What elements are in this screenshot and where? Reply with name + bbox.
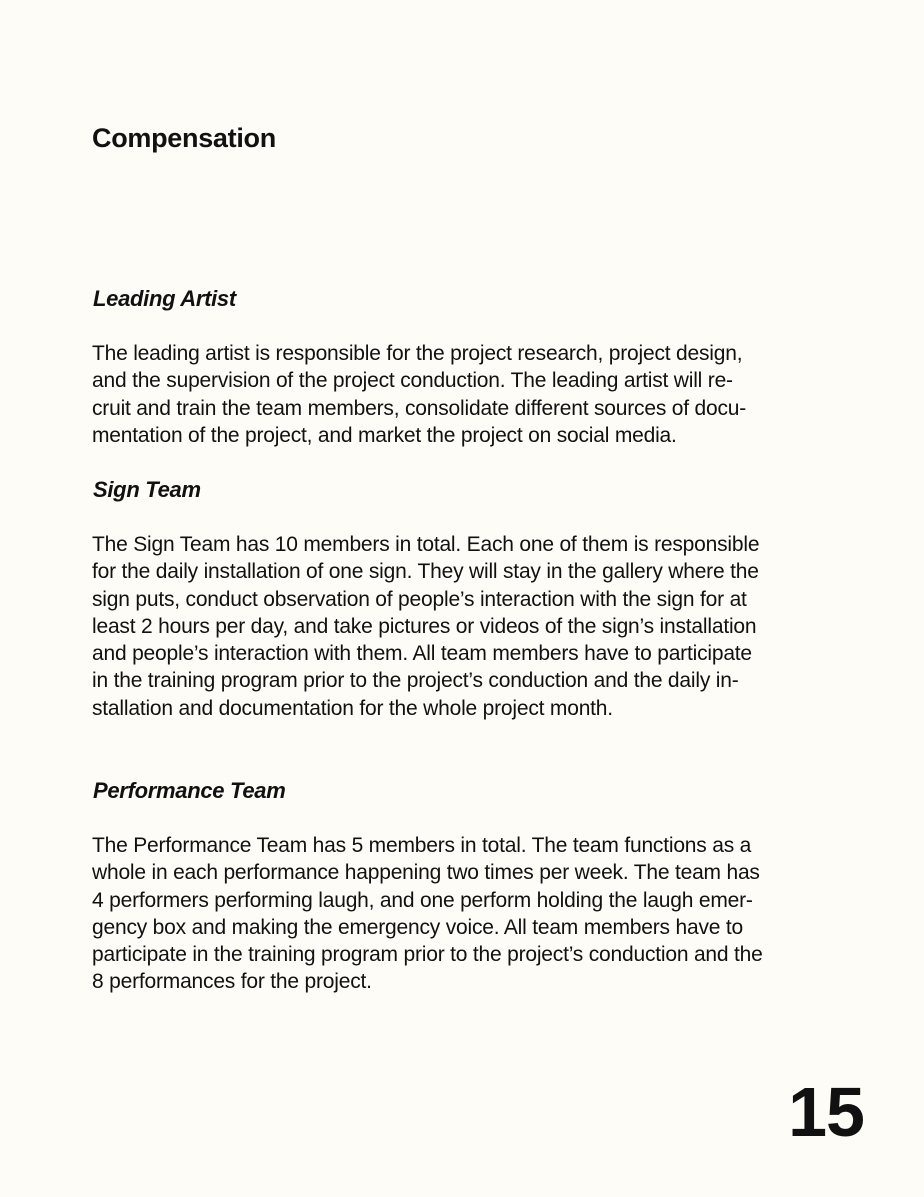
section-body-leading-artist: The leading artist is responsible for the project research, project design, and the supervision of the project conduction. The leading artist will re- cruit and train the team members, consolidate different sources of docu- mentation of the project, and market the project on social media. (92, 342, 747, 447)
section-heading-performance-team: Performance Team (93, 778, 286, 803)
section-heading-leading-artist: Leading Artist (93, 286, 236, 311)
page-number: 15 (788, 1073, 864, 1151)
section-body-sign-team: The Sign Team has 10 members in total. Each one of them is responsible for the daily installation of one sign. They will stay in the gallery where the sign puts, conduct observation of people’s interaction with the sign for at least 2 hours per day, and take pictures or videos of the sign’s installation and people’s interaction with them. All team members have to participate in the training program prior to the project’s conduction and the daily in- stallation and documentation for the whole project month. (92, 533, 760, 720)
section-body-performance-team: The Performance Team has 5 members in total. The team functions as a whole in each performance happening two times per week. The team has 4 performers performing laugh, and one perform holding the laugh emer- gency box and making the emergency voice. All team members have to participate in the training program prior to the project’s conduction and the 8 performances for the project. (92, 834, 763, 994)
page-title: Compensation (92, 123, 276, 153)
section-heading-sign-team: Sign Team (93, 477, 201, 502)
